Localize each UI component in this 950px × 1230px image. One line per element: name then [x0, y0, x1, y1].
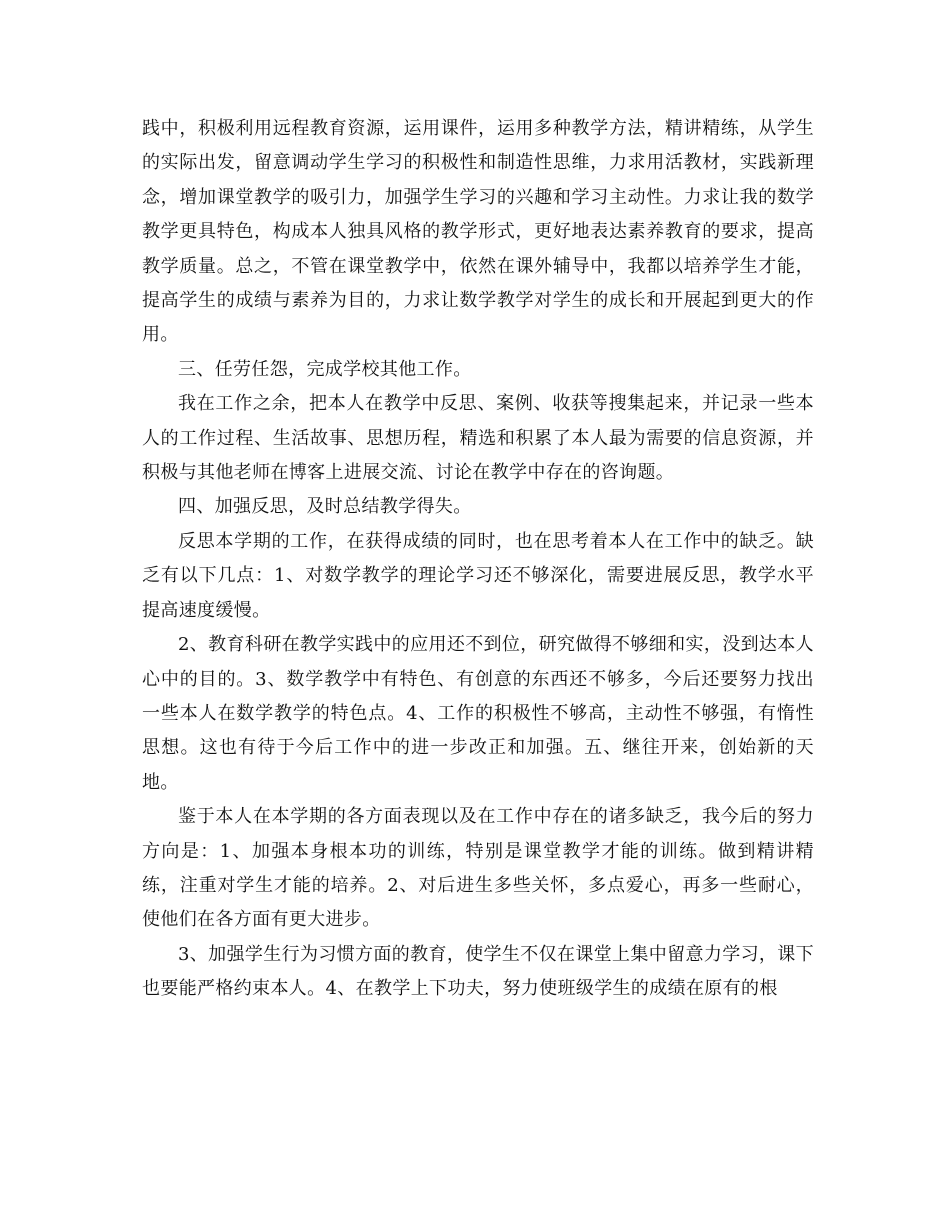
- paragraph-reflection: 反思本学期的工作，在获得成绩的同时，也在思考着本人在工作中的缺乏。缺乏有以下几点：1、对数学教学的理论学习还不够深化，需要进展反思，教学水平提高速度缓慢。: [142, 530, 814, 621]
- section-heading-three: 三、任劳任怨，完成学校其他工作。: [178, 358, 472, 380]
- paragraph-teaching-methods: 践中，积极利用远程教育资源，运用课件，运用多种教学方法，精讲精练，从学生的实际出发，留意调动学生学习的积极性和制造性思维，力求用活教材，实践新理念，增加课堂教学的吸引力，加强学生学习的兴趣和学习主动性。力求让我的数学教学更具特色，构成本人独具风格的教学形式，更好地表达素养教育的要求，提高教学质量。总之，不管在课堂教学中，依然在课外辅导中，我都以培养学生才能，提高学生的成绩与素养为目的，力求让数学教学对学生的成长和开展起到更大的作用。: [142, 118, 814, 346]
- paragraph-work-records: 我在工作之余，把本人在教学中反思、案例、收获等搜集起来，并记录一些本人的工作过程、生活故事、思想历程，精选和积累了本人最为需要的信息资源，并积极与其他老师在博客上进展交流、讨论在教学中存在的咨询题。: [142, 393, 814, 484]
- section-heading-four: 四、加强反思，及时总结教学得失。: [178, 496, 472, 518]
- document-body: [142, 112, 814, 1007]
- paragraph-future-direction: 鉴于本人在本学期的各方面表现以及在工作中存在的诸多缺乏，我今后的努力方向是：1、加强本身根本功的训练，特别是课堂教学才能的训练。做到精讲精练，注重对学生才能的培养。2、对后进生多些关怀，多点爱心，再多一些耐心，使他们在各方面有更大进步。: [142, 806, 814, 931]
- paragraph-behavior-education: 3、加强学生行为习惯方面的教育，使学生不仅在课堂上集中留意力学习，课下也要能严格约束本人。4、在教学上下功夫，努力使班级学生的成绩在原有的根: [142, 943, 814, 1000]
- paragraph-shortcomings: 2、教育科研在教学实践中的应用还不到位，研究做得不够细和实，没到达本人心中的目的。3、数学教学中有特色、有创意的东西还不够多，今后还要努力找出一些本人在数学教学的特色点。4、工作的积极性不够高，主动性不够强，有惰性思想。这也有待于今后工作中的进一步改正和加强。五、继往开来，创始新的天地。: [142, 634, 814, 793]
